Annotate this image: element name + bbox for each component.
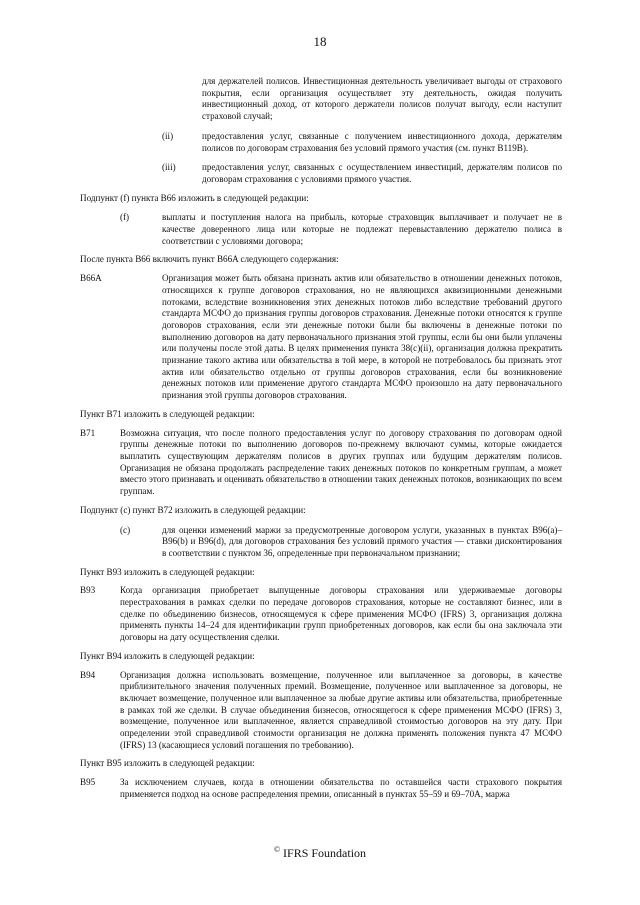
item-label: (iii) (162, 162, 176, 173)
paragraph-label: B71 (80, 427, 96, 438)
footer-text: IFRS Foundation (283, 846, 367, 860)
item-text: предоставления услуг, связанных с осуществлением инвестиций, держателям полисов по договорам страхования с условиями прямого участия. (202, 162, 562, 184)
paragraph-text: Организация должна использовать возмещение, полученное или выплаченное за договоры, в качестве приблизительного значения полученных премий. Возмещение, полученное или выплаченное за договоры, не включает возмещение, полученное или выплаченное за любые другие активы или обязательства, приобретенные в рамках той же сделки. В случае объединения бизнесов, относящегося к сфере применения МСФО (IFRS) 3, возмещение, полученное или выплаченное, является справедливой стоимостью договоров на эту дату. При определении этой справедливой стоимости организация не должна применять положения пункта 47 МСФО (IFRS) 13 (касающиеся условий погашения по требованию). (120, 669, 562, 750)
paragraph (80, 273, 562, 402)
amendment-instruction: Пункт B95 изложить в следующей редакции: (80, 758, 255, 769)
item-label: (f) (120, 212, 130, 223)
amendment-instruction: Пункт B94 изложить в следующей редакции: (80, 650, 255, 661)
footer (0, 845, 640, 861)
item-text: предоставления услуг, связанные с получением инвестиционного дохода, держателям полисов по договорам страхования без условий прямого участия (см. пункт B119B). (202, 130, 562, 153)
paragraph-label: B93 (80, 585, 96, 596)
copyright-symbol: © (273, 845, 281, 854)
paragraph (80, 428, 562, 498)
paragraph-text: Возможна ситуация, что после полного предоставления услуг по договору страхования по договорам одной группы денежные потоки по выполнению договоров по-прежнему включают суммы, которые ожидается выплатить существующим держателям полисов в других группах или будущим держателям полисов. Организация не обязана продолжать распределение таких денежных потоков по конкретным группам, а может вместо этого признавать и оценивать обязательство в отношении таких денежных потоков, возникающих по всем группам. (120, 427, 562, 497)
paragraph-label: B95 (80, 777, 96, 788)
paragraph-text: Организация может быть обязана признать актив или обязательство в отношении денежных потоков, относящихся к группе договоров страхования, но не являющихся аквизиционными денежными потоками, вследствие возникновения этих денежных потоков либо вследствие требований другого стандарта МСФО до признания группы договоров страхования. Денежные потоки относятся к группе договоров страхования, если эти денежные потоки были бы включены в денежные потоки по выполнению договоров на дату первоначального признания этой группы, если бы они были уплачены или получены после этой даты. В целях применения пункта 38(c)(ii), организация должна прекратить признание такого актива или обязательства в той мере, в которой не потребовалось бы признать этот актив или обязательство отдельно от группы договоров страхования, если бы возникновение денежных потоков или применение другого стандарта МСФО произошло на дату первоначального признания этой группы договоров страхования. (162, 273, 562, 401)
item-label: (ii) (162, 130, 174, 141)
continuation-text: для держателей полисов. Инвестиционная деятельность увеличивает выгоды от страхового покрытия, если организация осуществляет эту деятельность, ожидая получить инвестиционный доход, от которого держатели полисов получат выгоду, если наступит страховой случай; (202, 76, 562, 122)
paragraph-label: B94 (80, 669, 96, 680)
paragraph (80, 585, 562, 644)
paragraph (80, 670, 562, 752)
paragraph-text: Когда организация приобретает выпущенные договоры страхования или удерживаемые договоры перестрахования в рамках сделки по передаче договоров страхования, которые не составляют бизнес, или в сделке по объединению бизнесов, относящемуся к сфере применения МСФО (IFRS) 3, организация должна применять пункты 14–24 для идентификации групп приобретенных договоров, как если бы она заключала эти договоры на дату осуществления сделки. (120, 585, 562, 643)
item-text: для оценки изменений маржи за предусмотренные договором услуги, указанных в пунктах B96(a)–B96(b) и B96(d), для договоров страхования без условий прямого участия — ставки дисконтирования в соответствии с пунктом 36, определенные при первоначальном признании; (162, 524, 562, 558)
amendment-instruction: Пункт B93 изложить в следующей редакции: (80, 566, 255, 577)
list-item (120, 525, 562, 560)
list-item (162, 131, 562, 154)
paragraph-text: За исключением случаев, когда в отношении обязательства по оставшейся части страхового покрытия применяется подход на основе распределения премии, описанный в пунктах 55–59 и 69–70A, маржа (120, 777, 562, 799)
amendment-instruction: Подпункт (f) пункта B66 изложить в следующей редакции: (80, 192, 309, 203)
amendment-instruction: После пункта B66 включить пункт B66A следующего содержания: (80, 254, 339, 265)
page-number: 18 (313, 34, 327, 49)
item-text: выплаты и поступления налога на прибыль, которые страховщик выплачивает и получает не в качестве доверенного лица или которые не подлежат перевыставлению держателю полиса в соответствии с условиями договора; (162, 212, 562, 246)
page-content (80, 76, 562, 801)
item-label: (c) (120, 524, 131, 535)
paragraph-label: B66A (80, 273, 102, 284)
amendment-instruction: Подпункт (c) пункт B72 изложить в следующей редакции: (80, 504, 306, 515)
paragraph (80, 777, 562, 800)
list-item (120, 212, 562, 247)
amendment-instruction: Пункт B71 изложить в следующей редакции: (80, 408, 255, 419)
list-item (162, 162, 562, 185)
